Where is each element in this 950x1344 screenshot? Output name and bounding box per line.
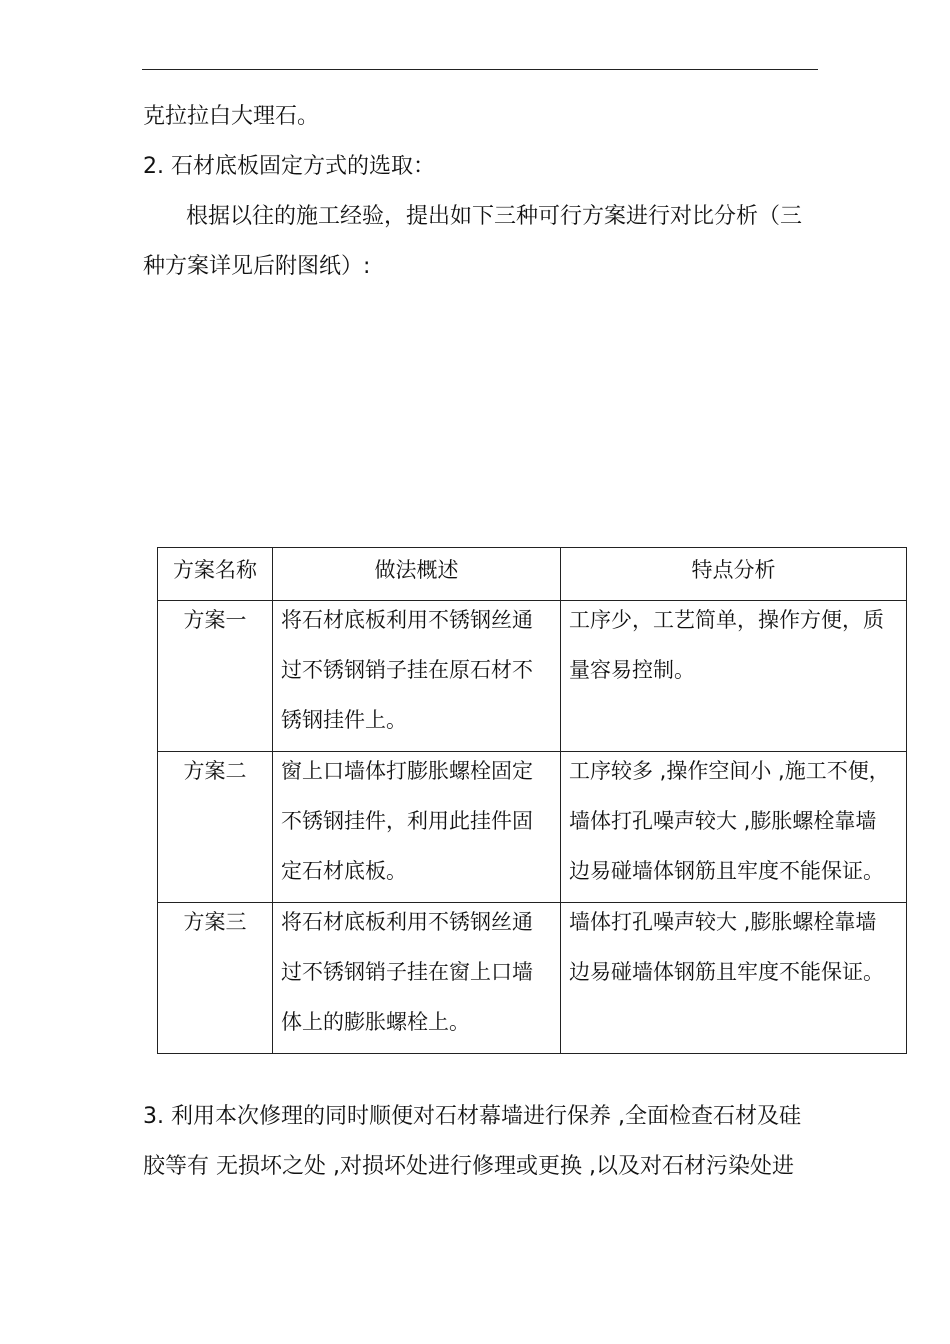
section-3-line-1: 3. 利用本次修理的同时顺便对石材幕墙进行保养 ,全面检查石材及硅 xyxy=(143,1104,801,1129)
plan-name: 方案三 xyxy=(183,910,247,934)
method-text: 不锈钢挂件，利用此挂件固 xyxy=(281,809,533,833)
method-text: 定石材底板。 xyxy=(281,859,407,883)
table-row xyxy=(158,601,907,752)
header-rule xyxy=(142,69,818,70)
method-text: 过不锈钢销子挂在窗上口墙 xyxy=(281,960,533,984)
plan-name: 方案一 xyxy=(183,608,247,632)
analysis-text: 工序少，工艺简单，操作方便，质 xyxy=(569,608,884,632)
method-text: 将石材底板利用不锈钢丝通 xyxy=(281,910,533,934)
method-text: 锈钢挂件上。 xyxy=(281,708,407,732)
table-row xyxy=(158,752,907,903)
analysis-text: 量容易控制。 xyxy=(569,658,695,682)
text-line-stone: 克拉拉白大理石。 xyxy=(143,104,320,129)
intro-paragraph-line-1: 根据以往的施工经验，提出如下三种可行方案进行对比分析（三 xyxy=(186,204,803,229)
table-row xyxy=(158,903,907,1054)
header-plan-name: 方案名称 xyxy=(158,548,273,601)
method-text: 体上的膨胀螺栓上。 xyxy=(281,1010,470,1034)
analysis-text: 边易碰墙体钢筋且牢度不能保证。 xyxy=(569,960,884,984)
method-text: 过不锈钢销子挂在原石材不 xyxy=(281,658,533,682)
plan-name: 方案二 xyxy=(183,759,247,783)
header-analysis: 特点分析 xyxy=(561,548,907,601)
analysis-text: 墙体打孔噪声较大 ,膨胀螺栓靠墙 xyxy=(569,809,877,833)
method-text: 将石材底板利用不锈钢丝通 xyxy=(281,608,533,632)
table-header-row xyxy=(158,548,907,601)
analysis-text: 墙体打孔噪声较大 ,膨胀螺栓靠墙 xyxy=(569,910,877,934)
analysis-text: 工序较多 ,操作空间小 ,施工不便， xyxy=(569,759,890,783)
section-3-line-2: 胶等有 无损坏之处 ,对损坏处进行修理或更换 ,以及对石材污染处进 xyxy=(143,1154,794,1179)
method-text: 窗上口墙体打膨胀螺栓固定 xyxy=(281,759,533,783)
plan-comparison-table xyxy=(157,547,907,1054)
section-heading-2: 2. 石材底板固定方式的选取： xyxy=(143,154,435,179)
analysis-text: 边易碰墙体钢筋且牢度不能保证。 xyxy=(569,859,884,883)
header-method: 做法概述 xyxy=(273,548,561,601)
intro-paragraph-line-2: 种方案详见后附图纸）: xyxy=(143,254,371,279)
